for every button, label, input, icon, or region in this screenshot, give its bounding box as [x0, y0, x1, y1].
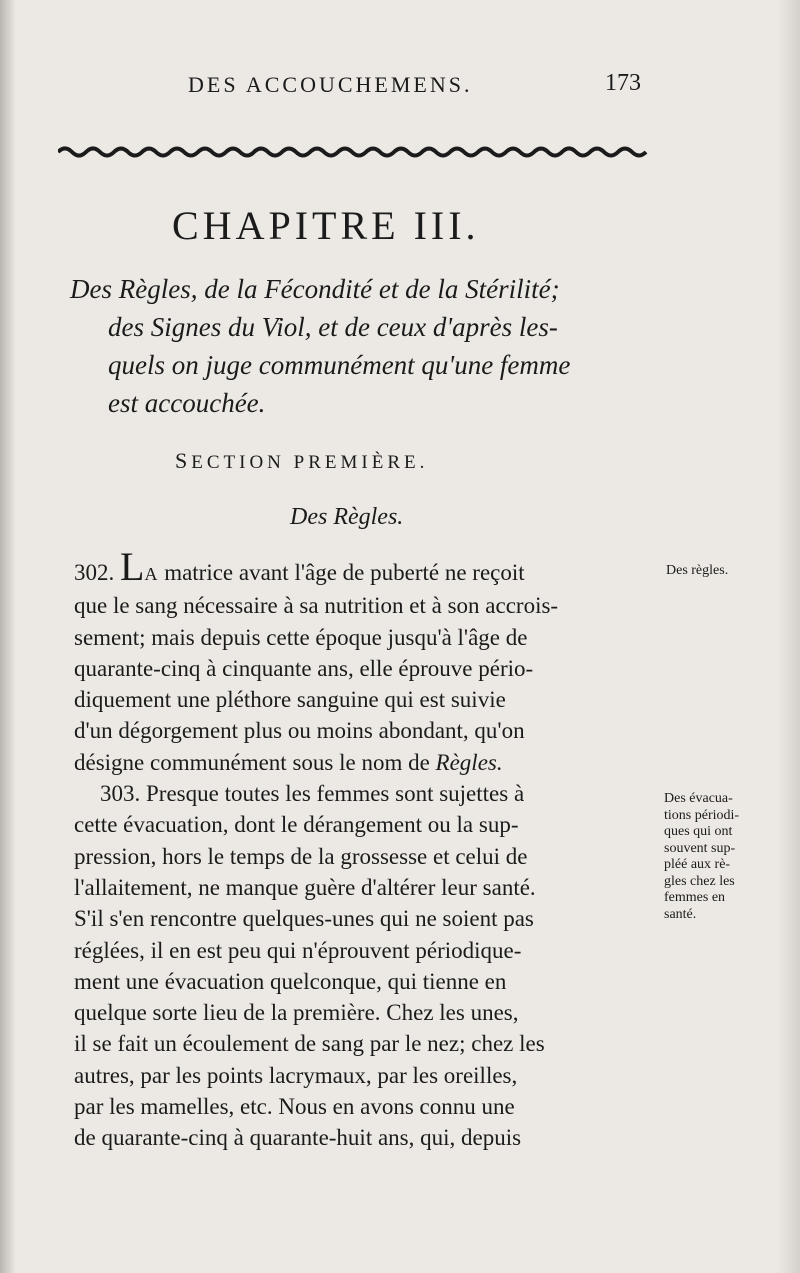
- margin-note-line: tions périodi-: [664, 807, 740, 823]
- text-line: quelque sorte lieu de la première. Chez les unes,: [74, 1000, 519, 1026]
- margin-note-line: ques qui ont: [664, 824, 733, 839]
- page-gutter-shadow: [0, 0, 16, 1273]
- margin-note-line: santé.: [664, 906, 697, 922]
- page-number: 173: [605, 70, 641, 96]
- text-line: quarante-cinq à cinquante ans, elle éprouve pério-: [74, 655, 534, 681]
- text-line: [74, 747, 659, 778]
- margin-note-regles: Des règles.: [666, 563, 729, 578]
- text-line: il se fait un écoulement de sang par le nez; chez les: [74, 1031, 545, 1057]
- text-line: S'il s'en rencontre quelques-unes qui ne soient pas: [74, 906, 534, 932]
- text-line: autres, par les points lacrymaux, par les oreilles,: [74, 1062, 518, 1088]
- text-line: pression, hors le temps de la grossesse et celui de: [74, 843, 528, 869]
- body-text: [74, 544, 659, 1154]
- margin-note-line: souvent sup-: [664, 840, 736, 856]
- paragraph-303-first-line: 303. Presque toutes les femmes sont sujettes à: [100, 781, 525, 807]
- small-caps-text: A: [144, 564, 159, 584]
- running-head: DES ACCOUCHEMENS.: [188, 72, 473, 97]
- margin-note-evacuations: [664, 791, 794, 923]
- text-line: sement; mais depuis cette époque jusqu'à l'âge de: [74, 624, 528, 650]
- text-line: l'allaitement, ne manque guère d'altérer leur santé.: [74, 874, 536, 900]
- text-line: que le sang nécessaire à sa nutrition et à son accrois-: [74, 593, 559, 619]
- subtitle-line: est accouchée.: [108, 388, 266, 418]
- page-edge-shadow: [778, 0, 800, 1273]
- margin-note-line: Des évacua-: [664, 791, 733, 806]
- drop-cap: L: [120, 544, 145, 589]
- chapter-subtitle: [70, 270, 660, 422]
- subsection-heading: Des Règles.: [290, 504, 404, 530]
- text-line: cette évacuation, dont le dérangement ou la sup-: [74, 812, 519, 838]
- text-line: de quarante-cinq à quarante-huit ans, qui, depuis: [74, 1125, 522, 1151]
- text-line: par les mamelles, etc. Nous en avons connu une: [74, 1094, 515, 1120]
- italic-term: Règles.: [435, 749, 503, 775]
- text-line: matrice avant l'âge de puberté ne reçoit: [164, 560, 525, 585]
- section-rest: ECTION PREMIÈRE.: [191, 452, 429, 473]
- text-line: réglées, il en est peu qui n'éprouvent périodique-: [74, 937, 522, 963]
- margin-note-line: pléé aux rè-: [664, 857, 731, 872]
- section-initial: S: [175, 448, 192, 473]
- text-line: diquement une pléthore sanguine qui est suivie: [74, 687, 506, 713]
- chapter-title: CHAPITRE III.: [172, 203, 480, 248]
- paragraph-number: 302.: [74, 560, 115, 585]
- text-line: d'un dégorgement plus ou moins abondant, qu'on: [74, 718, 525, 744]
- text-line: ment une évacuation quelconque, qui tienne en: [74, 968, 507, 994]
- subtitle-line: Des Règles, de la Fécondité et de la Stérilité;: [70, 274, 560, 304]
- subtitle-line: des Signes du Viol, et de ceux d'après les-: [108, 312, 558, 342]
- margin-note-line: femmes en: [664, 890, 726, 905]
- text-fragment: désigne communément sous le nom de: [74, 749, 436, 775]
- ornamental-rule: [58, 143, 648, 161]
- section-title: [175, 448, 428, 474]
- paragraph-302-first-line: [74, 544, 659, 590]
- margin-note-line: gles chez les: [664, 873, 735, 889]
- subtitle-line: quels on juge communément qu'une femme: [108, 350, 571, 380]
